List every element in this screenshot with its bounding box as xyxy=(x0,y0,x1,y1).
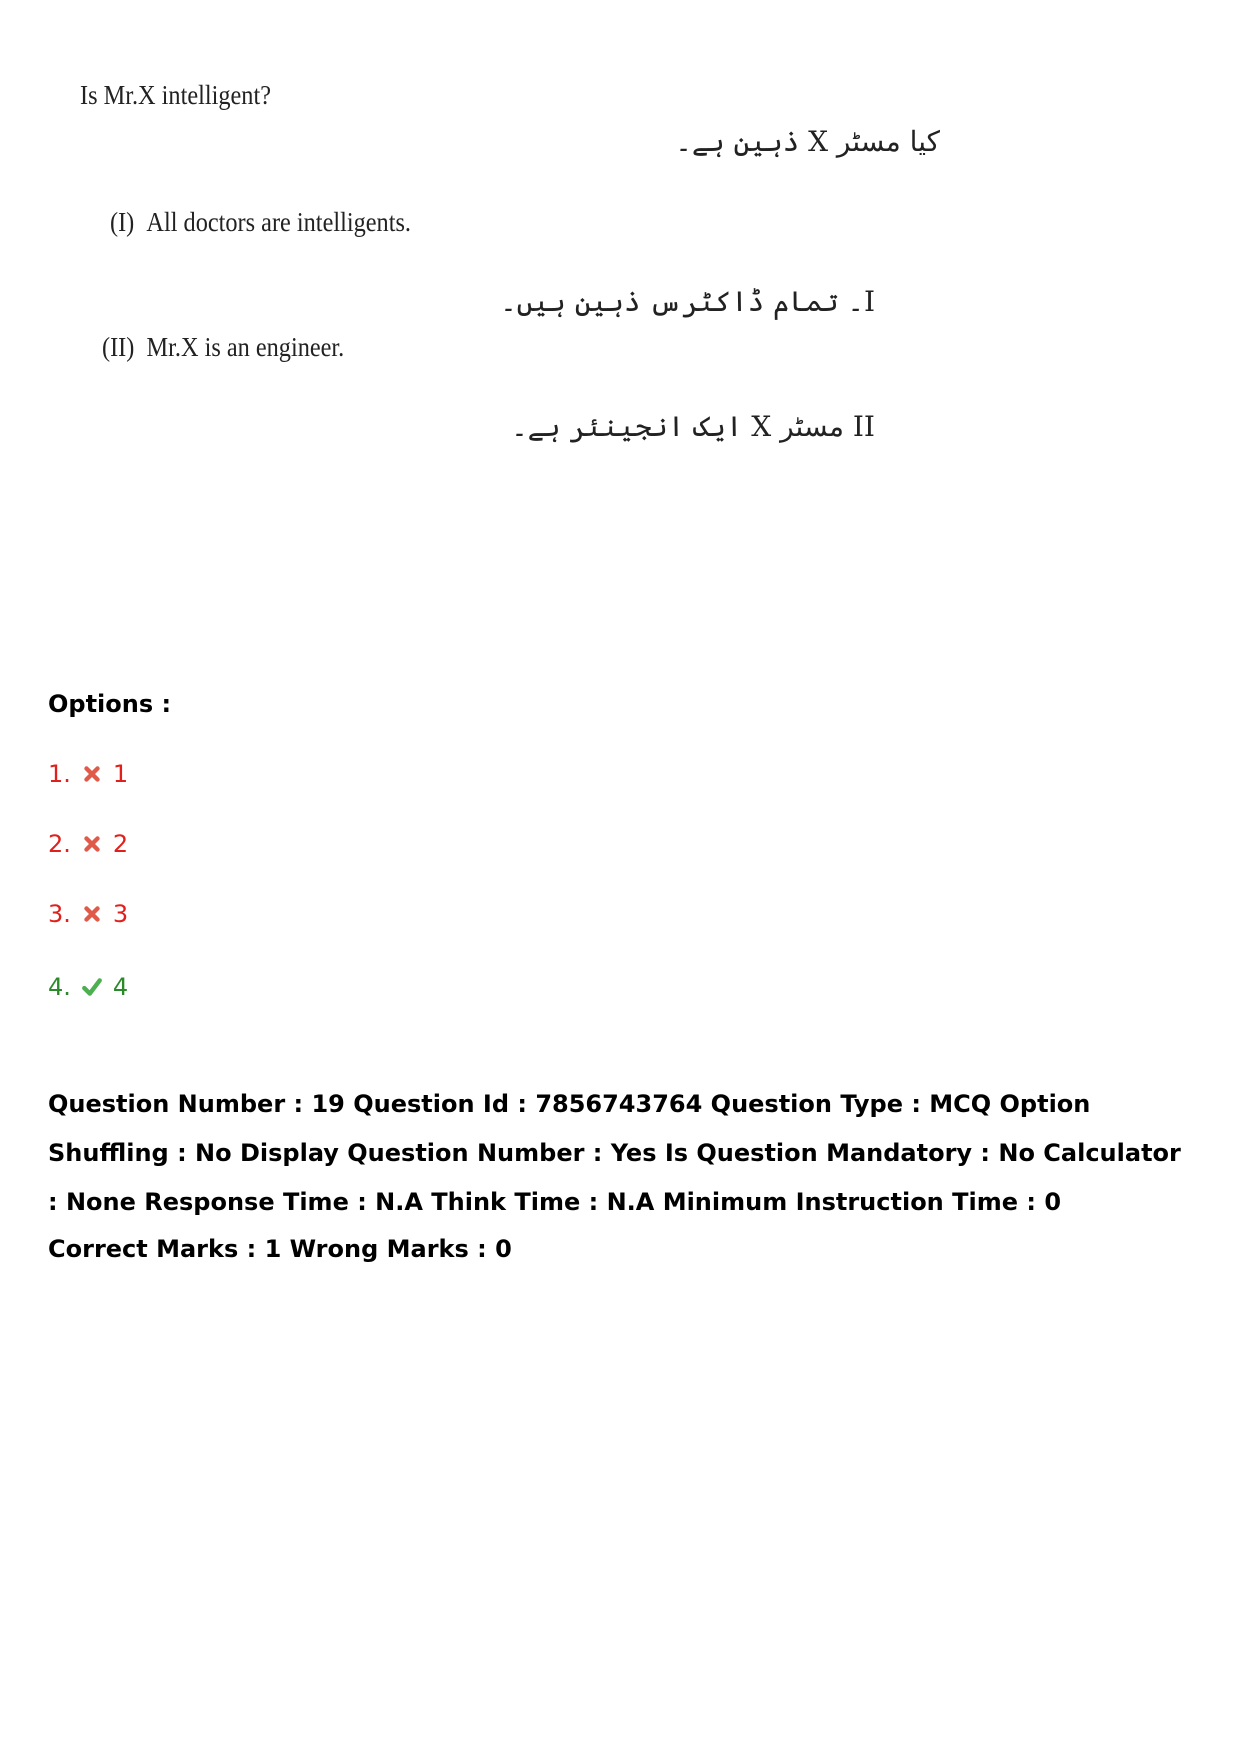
option-1 xyxy=(48,760,128,788)
cross-icon xyxy=(81,763,103,785)
statement-2-label: (II) xyxy=(102,332,135,362)
option-2-number: 2. xyxy=(48,830,71,858)
option-2-value: 2 xyxy=(112,830,129,858)
statement-2-text: Mr.X is an engineer. xyxy=(146,332,345,362)
options-heading: Options : xyxy=(48,690,172,718)
statement-2 xyxy=(102,332,344,363)
question-english: Is Mr.X intelligent? xyxy=(80,80,271,110)
cross-icon xyxy=(81,903,103,925)
check-icon xyxy=(81,976,103,998)
option-1-number: 1. xyxy=(48,760,71,788)
option-1-value: 1 xyxy=(112,760,129,788)
option-3-value: 3 xyxy=(112,900,129,928)
option-3 xyxy=(48,900,128,928)
option-3-number: 3. xyxy=(48,900,71,928)
statement-1-urdu: I۔ تمام ڈاکٹرس ذہین ہیں۔ xyxy=(500,285,875,318)
cross-icon xyxy=(81,833,103,855)
option-4-number: 4. xyxy=(48,973,71,1001)
question-metadata: Question Number : 19 Question Id : 7856743764 Question Type : MCQ Option Shuffling : No Display Question Number : Yes Is Question Mandatory : No Calculator : None Response Time : N.A Think Time : N.A Minimum Instruction Time : 0 xyxy=(48,1090,1181,1216)
question-urdu: کیا مسٹر X ذہین ہے۔ xyxy=(675,125,940,158)
question-image xyxy=(60,60,940,480)
statement-2-urdu: II مسٹر X ایک انجینئر ہے۔ xyxy=(511,410,875,443)
option-4-value: 4 xyxy=(112,973,129,1001)
statement-1 xyxy=(110,207,411,238)
statement-1-label: (I) xyxy=(110,207,135,237)
option-4 xyxy=(48,973,128,1001)
option-2 xyxy=(48,830,128,858)
marks-info: Correct Marks : 1 Wrong Marks : 0 xyxy=(48,1235,512,1263)
statement-1-text: All doctors are intelligents. xyxy=(146,207,411,237)
